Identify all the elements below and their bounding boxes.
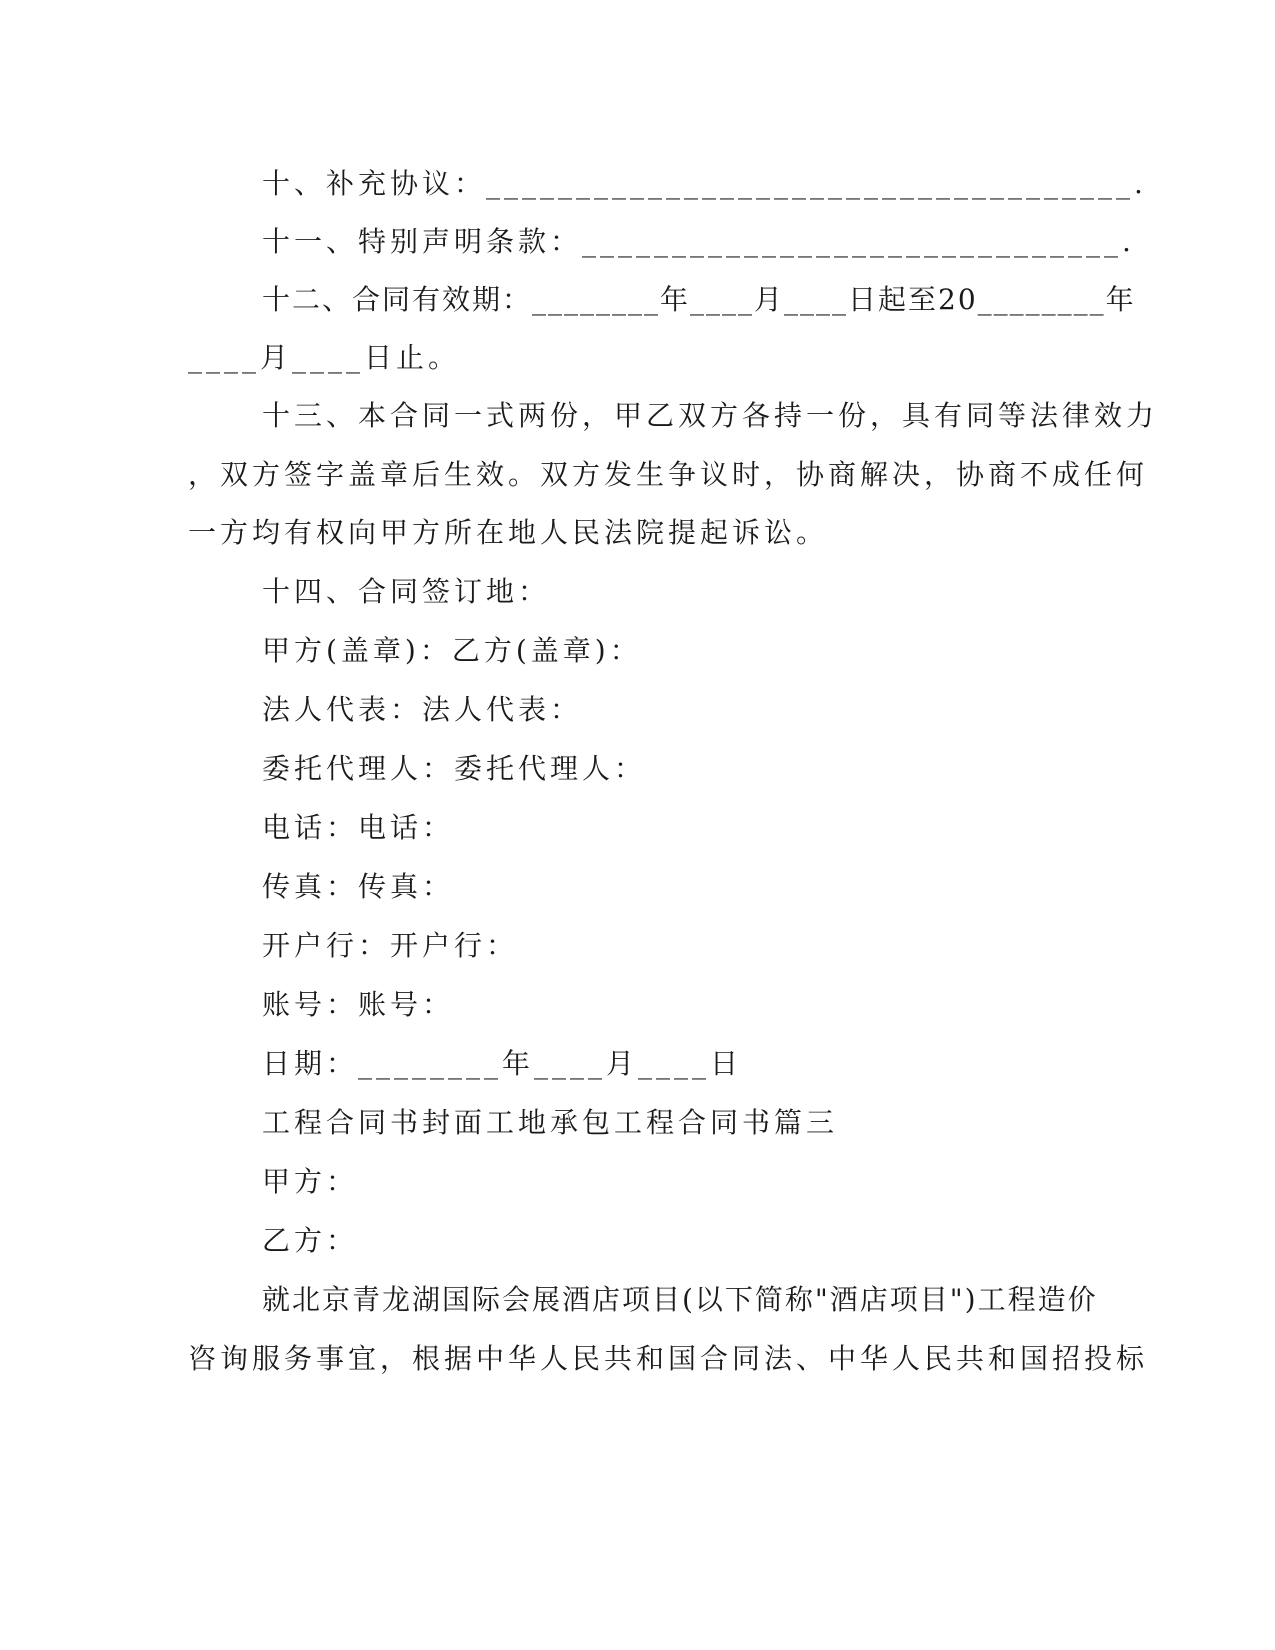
phone-line (262, 810, 454, 846)
agent-line (262, 751, 646, 787)
party-seal-line (262, 633, 642, 669)
party-a-line (262, 1164, 358, 1200)
line-text: 就北京青龙湖国际会展酒店项目(以下简称"酒店项目")工程造价 (262, 1283, 1098, 1316)
line-text: 十三、本合同一式两份，甲乙双方各持一份，具有同等法律效力 (262, 399, 1159, 432)
line-text: ____月____日止。 (188, 341, 461, 374)
line-text: 委托代理人：委托代理人： (262, 752, 647, 785)
account-line (262, 987, 454, 1023)
clause-12-validity-cont (188, 340, 460, 376)
line-text: 乙方： (262, 1224, 359, 1257)
clause-13-copies (262, 398, 1158, 434)
line-text: 开户行：开户行： (262, 929, 519, 962)
clause-14-signing-place (262, 574, 550, 610)
fax-line (262, 869, 454, 905)
party-b-line (262, 1223, 358, 1259)
section-heading (262, 1105, 838, 1141)
bank-line (262, 928, 518, 964)
body-paragraph-cont (188, 1341, 1148, 1377)
line-text: 十一、特别声明条款：______________________________. (262, 225, 1135, 258)
line-text: 十二、合同有效期：________年____月____日起至20________年 (262, 283, 1136, 316)
line-text: 甲方(盖章)：乙方(盖章)： (262, 634, 642, 667)
line-text: 咨询服务事宜，根据中华人民共和国合同法、中华人民共和国招投标 (188, 1342, 1149, 1375)
line-text: 十、补充协议：____________________________________. (262, 167, 1147, 200)
line-text: 工程合同书封面工地承包工程合同书篇三 (262, 1106, 839, 1139)
date-line (262, 1046, 742, 1082)
line-text: 账号：账号： (262, 988, 455, 1021)
clause-10-supplementary (262, 166, 1147, 202)
legal-rep-line (262, 692, 582, 728)
line-text: 法人代表：法人代表： (262, 693, 583, 726)
clause-13-copies-cont (188, 515, 828, 551)
line-text: 日期：________年____月____日 (262, 1047, 743, 1080)
line-text: 一方均有权向甲方所在地人民法院提起诉讼。 (188, 516, 829, 549)
clause-11-special-statement (262, 224, 1135, 260)
body-paragraph (262, 1282, 1098, 1318)
clause-13-copies-cont (188, 457, 1148, 493)
line-text: ，双方签字盖章后生效。双方发生争议时，协商解决，协商不成任何 (188, 458, 1149, 491)
line-text: 十四、合同签订地： (262, 575, 551, 608)
line-text: 甲方： (262, 1165, 359, 1198)
line-text: 传真：传真： (262, 870, 455, 903)
clause-12-validity (262, 282, 1136, 318)
line-text: 电话：电话： (262, 811, 455, 844)
